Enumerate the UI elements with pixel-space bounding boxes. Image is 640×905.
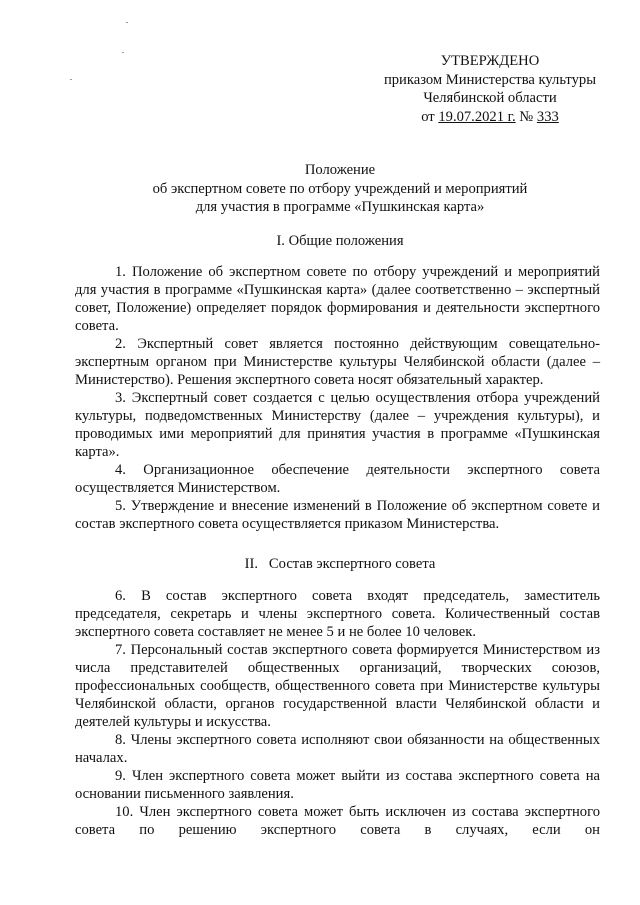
approval-number: 333 [536, 108, 559, 125]
scan-speck [70, 79, 72, 80]
approval-date-prefix: от [421, 108, 439, 125]
document-title [100, 161, 580, 217]
title-line-2: об экспертном совете по отбору учреждений и мероприятий [152, 180, 528, 197]
approval-number-prefix: № [515, 108, 537, 125]
section-2-body [75, 587, 600, 839]
approval-order-line: приказом Министерства культуры [383, 71, 597, 88]
paragraph-6: 6. В состав экспертного совета входят председатель, заместитель председателя, секретарь и члены экспертного совета. Количественный состав экспертного совета составляет не менее 5 и не более 10 человек. [75, 588, 600, 640]
title-line-3: для участия в программе «Пушкинская карта» [195, 199, 485, 215]
paragraph-1: 1. Положение об экспертном совете по отбору учреждений и мероприятий для участия в программе «Пушкинская карта» (далее соответственно – экспертный совет, Положение) определяет порядок формирования и деятельности экспертного совета. [75, 264, 600, 334]
title-line-1: Положение [304, 162, 376, 178]
section-1-body [75, 263, 600, 533]
approval-region-line: Челябинской области [423, 90, 557, 106]
paragraph-9: 9. Член экспертного совета может выйти из состава экспертного совета на основании письменного заявления. [75, 768, 600, 802]
scan-speck [122, 52, 124, 53]
approval-stamp [360, 52, 620, 126]
paragraph-4: 4. Организационное обеспечение деятельности экспертного совета осуществляется Министерством. [75, 462, 600, 496]
paragraph-2: 2. Экспертный совет является постоянно действующим совещательно-экспертным органом при Министерстве культуры Челябинской области (далее – Министерство). Решения экспертного совета носят обязательный характер. [75, 336, 600, 388]
paragraph-3: 3. Экспертный совет создается с целью осуществления отбора учреждений культуры, подведомственных Министерству (далее – учреждения культуры), и проводимых ими мероприятий для принятия участия в программе «Пушкинская карта». [75, 390, 600, 460]
approval-heading: УТВЕРЖДЕНО [440, 53, 540, 69]
paragraph-8: 8. Члены экспертного совета исполняют свои обязанности на общественных началах. [75, 732, 600, 766]
scan-speck [126, 22, 128, 23]
section-2-heading [100, 555, 580, 573]
section-2-heading-text: II. Состав экспертного совета [244, 556, 436, 572]
approval-date: 19.07.2021 г. [438, 108, 516, 125]
section-1-heading: I. Общие положения [276, 233, 404, 249]
paragraph-5: 5. Утверждение и внесение изменений в Положение об экспертном совете и состав экспертного совета осуществляется приказом Министерства. [75, 498, 600, 532]
approval-date-line [360, 108, 620, 127]
paragraph-10: 10. Член экспертного совета может быть исключен из состава экспертного совета по решению экспертного совета в случаях, если он [75, 804, 600, 838]
paragraph-7: 7. Персональный состав экспертного совета формируется Министерством из числа представителей общественных организаций, творческих союзов, профессиональных сообществ, общественного совета при Министерстве культуры Челябинской области, органов государственной власти Челябинской области и деятелей культуры и искусства. [75, 642, 600, 730]
